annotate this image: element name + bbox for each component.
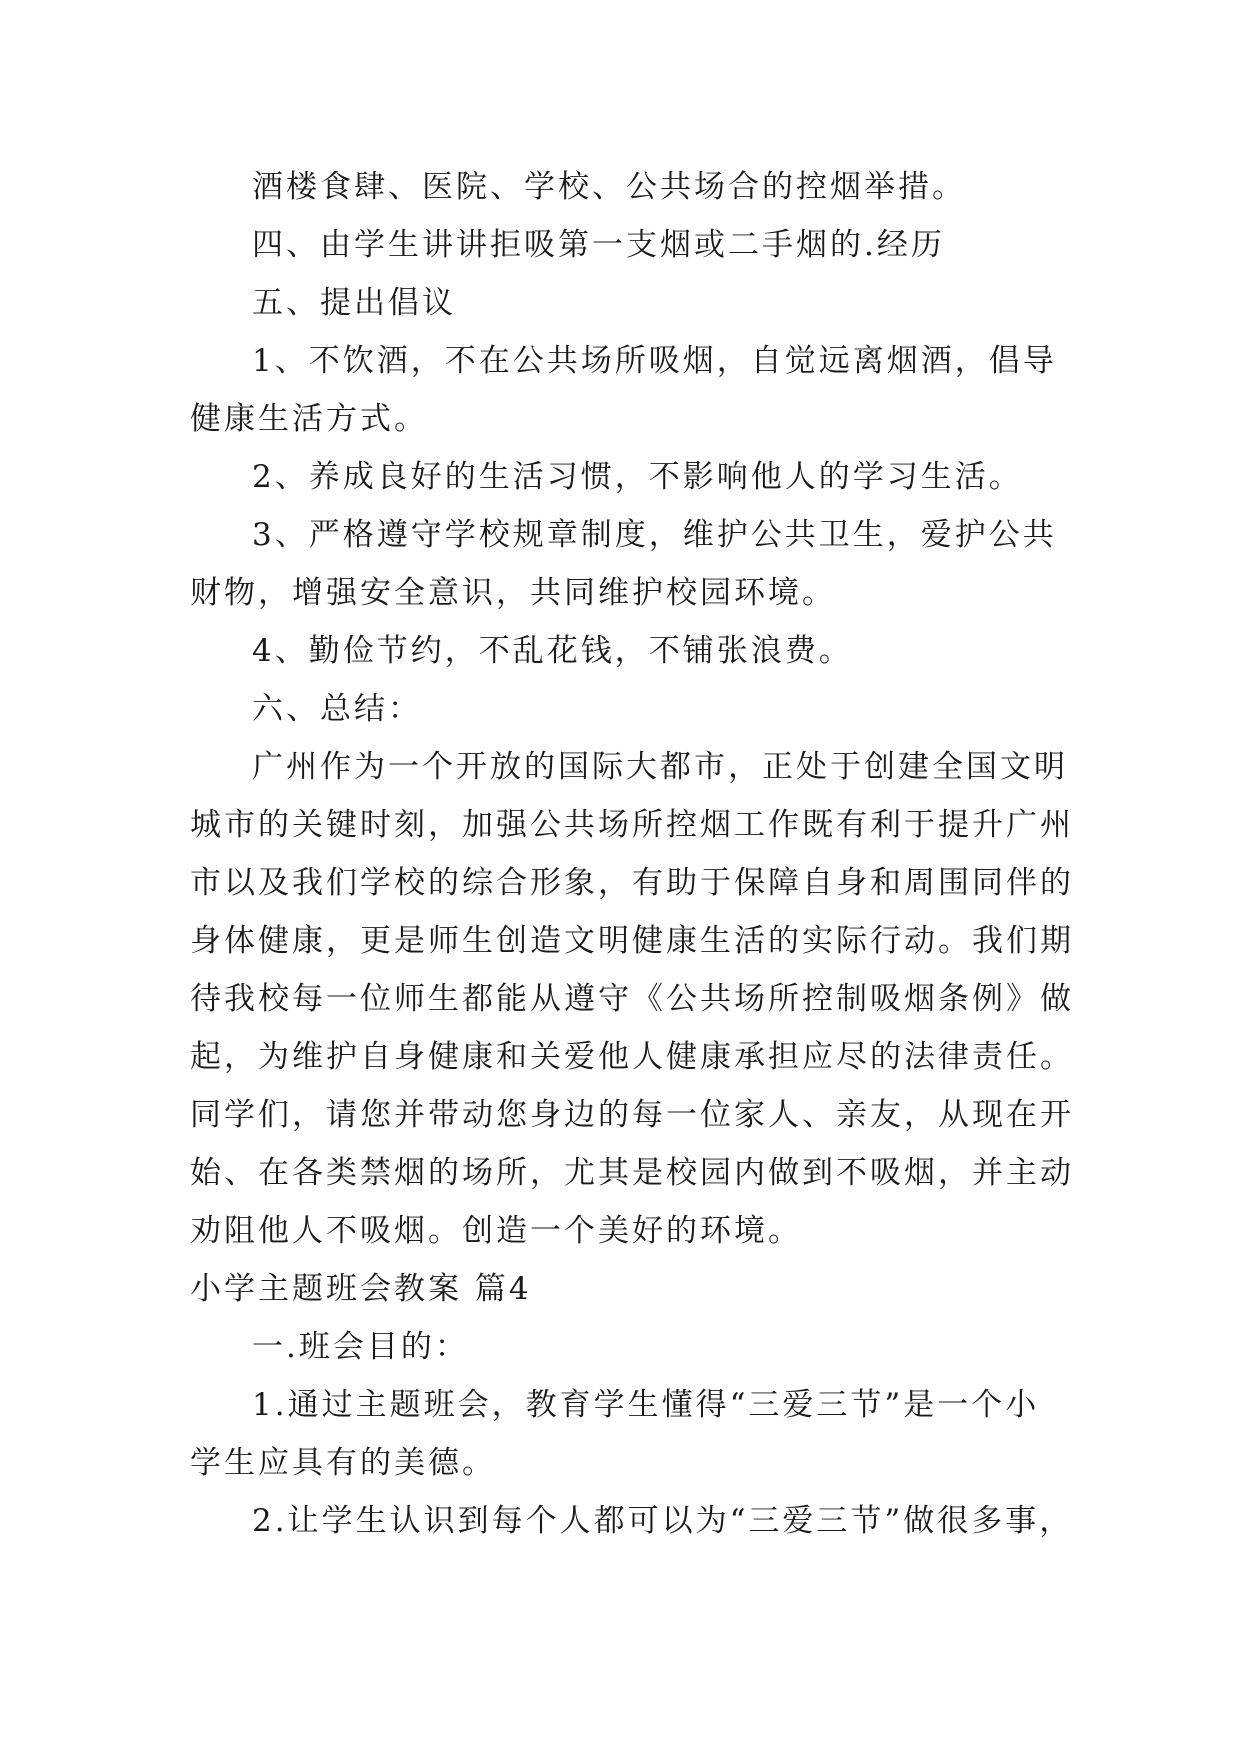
text-line: 酒楼食肆、医院、学校、公共场合的控烟举措。	[252, 169, 966, 205]
section-heading: 六、总结：	[252, 691, 422, 727]
text-line: 学生应具有的美德。	[190, 1445, 496, 1481]
paragraph-line: 市以及我们学校的综合形象，有助于保障自身和周围同伴的	[190, 865, 1074, 901]
list-item: 3、严格遵守学校规章制度，维护公共卫生，爱护公共	[252, 517, 1057, 553]
paragraph-line: 广州作为一个开放的国际大都市，正处于创建全国文明	[252, 749, 1068, 785]
list-item: 2、养成良好的生活习惯，不影响他人的学习生活。	[252, 459, 1023, 495]
list-item: 4、勤俭节约，不乱花钱，不铺张浪费。	[252, 633, 853, 669]
text-line: 健康生活方式。	[190, 401, 428, 437]
paragraph-line: 城市的关键时刻，加强公共场所控烟工作既有利于提升广州	[190, 807, 1074, 843]
paragraph-line: 同学们，请您并带动您身边的每一位家人、亲友，从现在开	[190, 1097, 1074, 1133]
list-item: 2.让学生认识到每个人都可以为“三爱三节”做很多事，	[252, 1503, 1074, 1539]
text-line: 四、由学生讲讲拒吸第一支烟或二手烟的.经历	[252, 227, 945, 263]
list-item: 1、不饮酒，不在公共场所吸烟，自觉远离烟酒，倡导	[252, 343, 1057, 379]
document-title: 小学主题班会教案 篇4	[190, 1271, 532, 1307]
section-heading: 一.班会目的：	[252, 1329, 469, 1365]
paragraph-line: 待我校每一位师生都能从遵守《公共场所控制吸烟条例》做	[190, 981, 1074, 1017]
section-heading: 五、提出倡议	[252, 285, 456, 321]
paragraph-line: 劝阻他人不吸烟。创造一个美好的环境。	[190, 1213, 802, 1249]
paragraph-line: 身体健康，更是师生创造文明健康生活的实际行动。我们期	[190, 923, 1074, 959]
paragraph-line: 起，为维护自身健康和关爱他人健康承担应尽的法律责任。	[190, 1039, 1074, 1075]
list-item: 1.通过主题班会，教育学生懂得“三爱三节”是一个小	[252, 1387, 1040, 1423]
text-line: 财物，增强安全意识，共同维护校园环境。	[190, 575, 836, 611]
paragraph-line: 始、在各类禁烟的场所，尤其是校园内做到不吸烟，并主动	[190, 1155, 1074, 1191]
